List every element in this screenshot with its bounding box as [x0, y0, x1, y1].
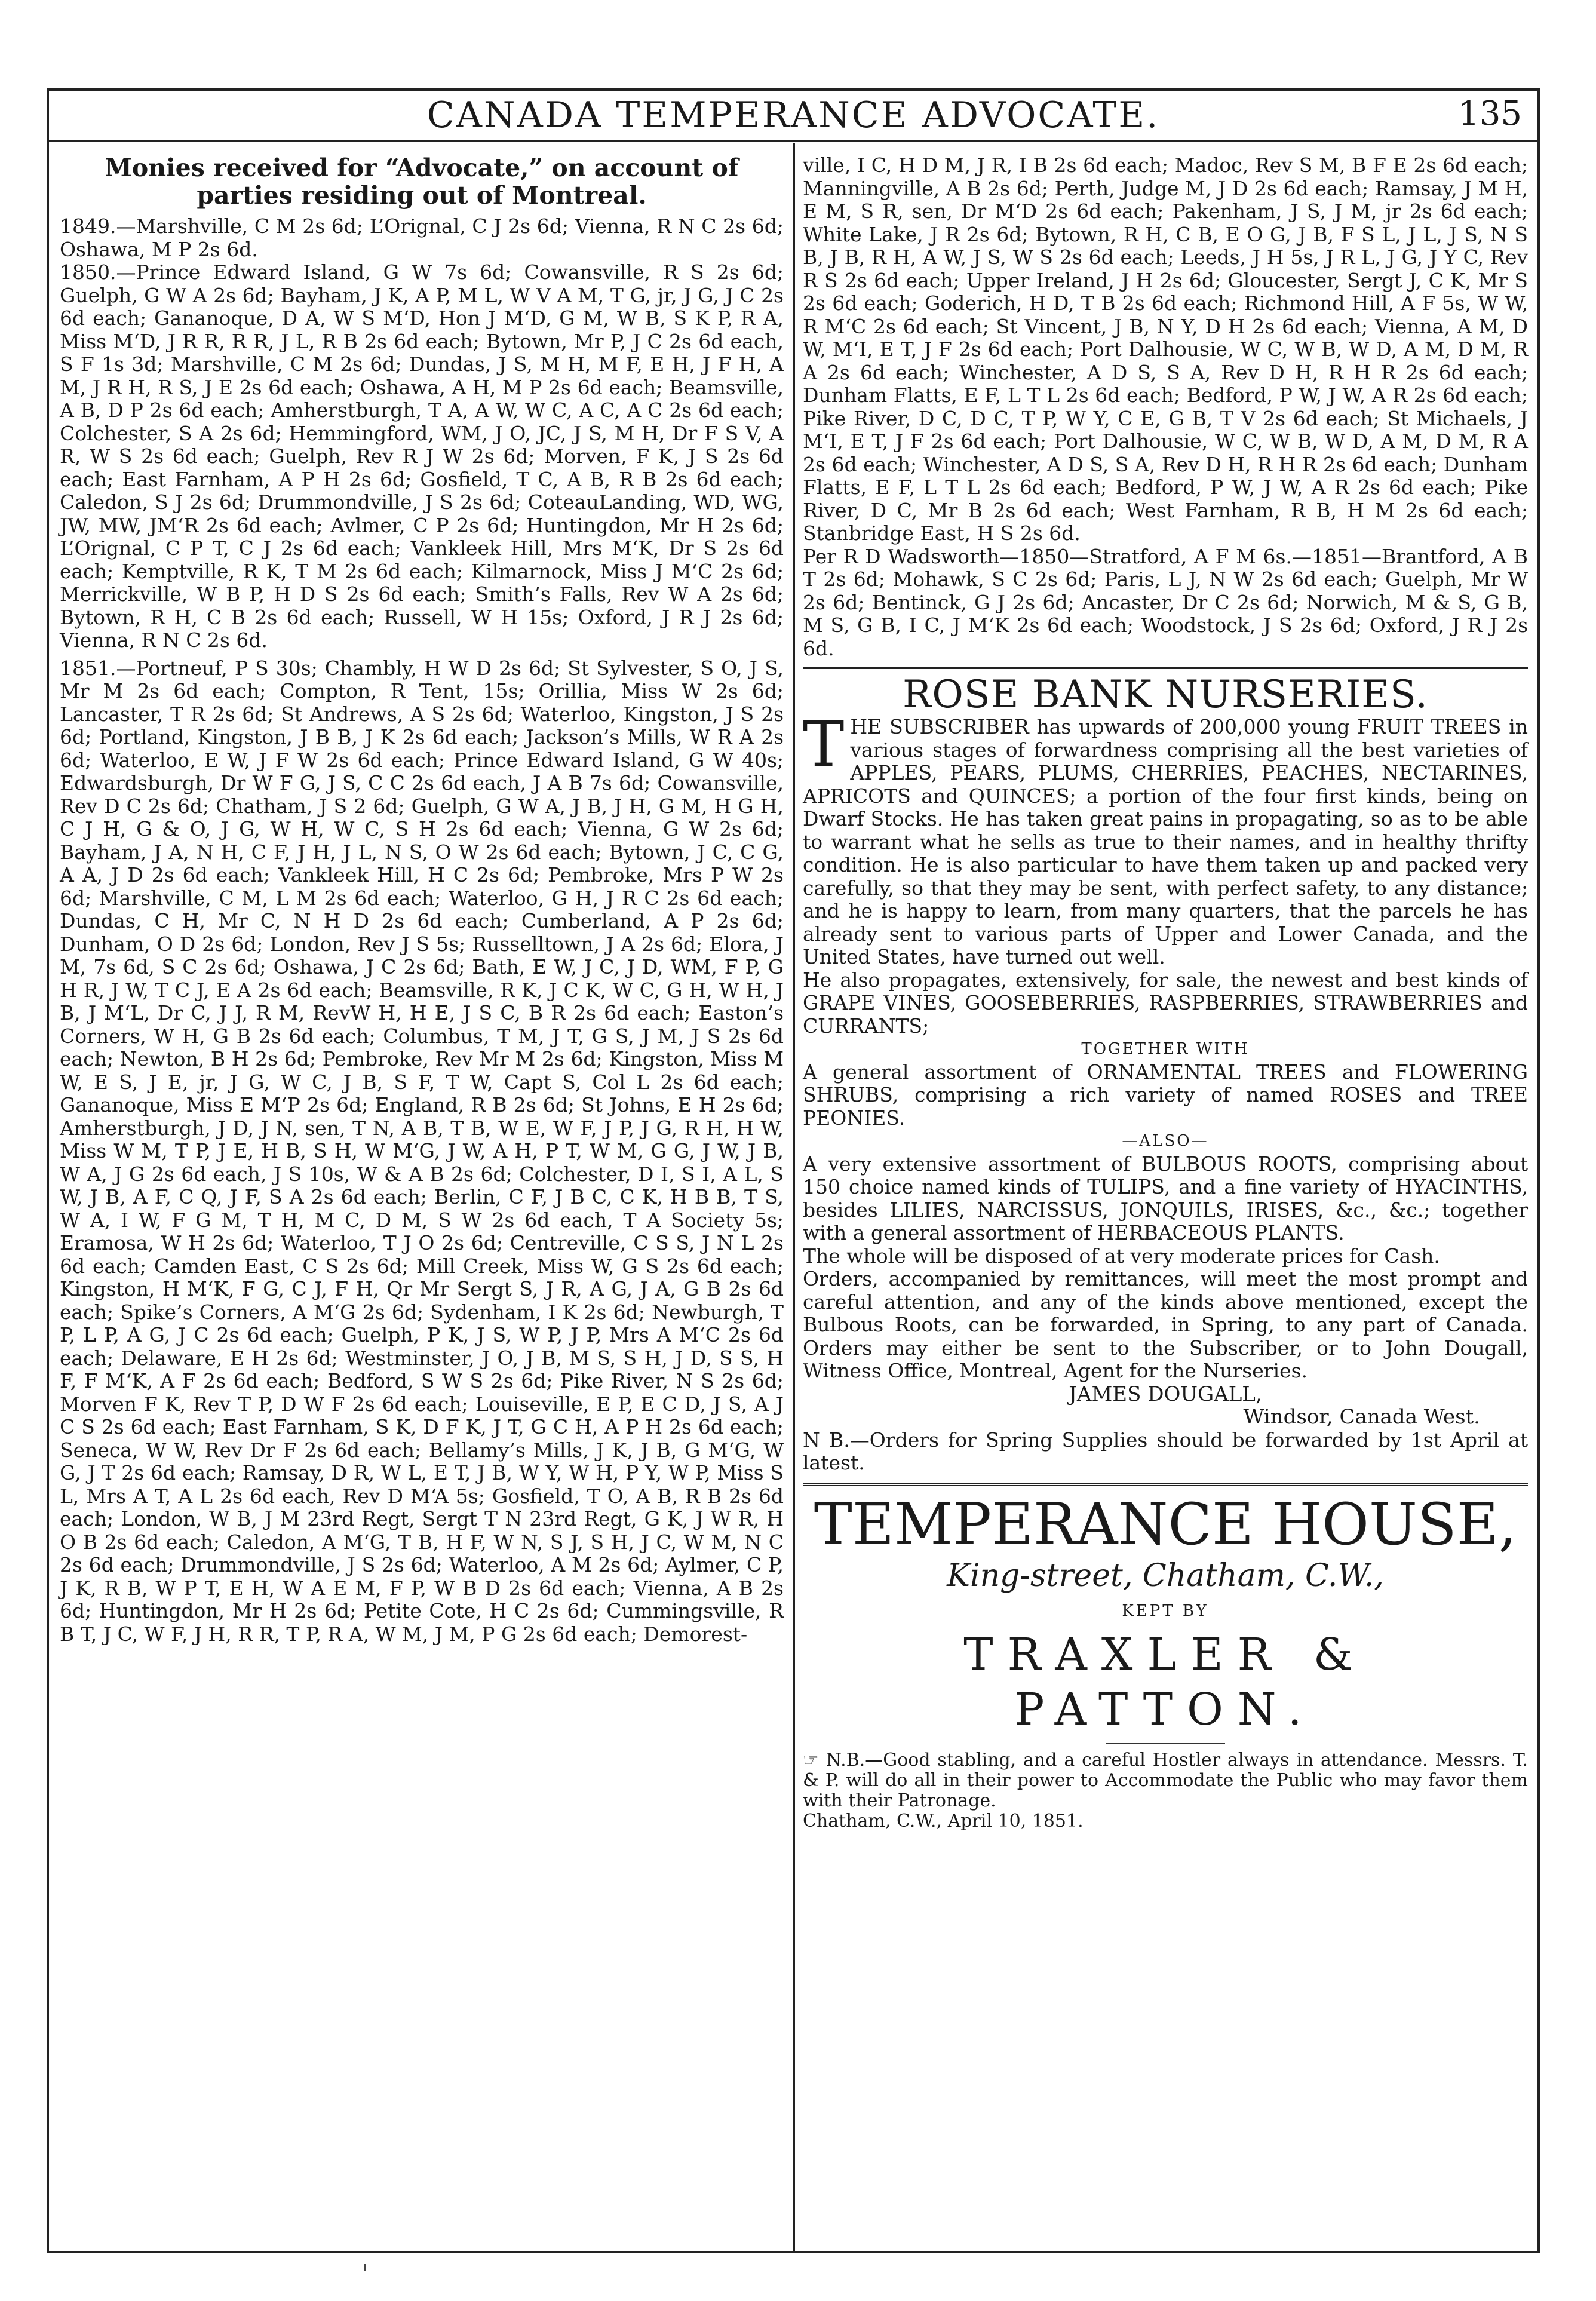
nurseries-para-1: [803, 708, 1528, 969]
house-note-text: N.B.—Good stabling, and a careful Hostler always in attendance. Messrs. T. & P. will do all in their power to Accommodate the Public who may favor them with their Patronage.: [803, 1750, 1528, 1811]
house-dateline: Chatham, C.W., April 10, 1851.: [803, 1811, 1084, 1831]
ink-mark: [364, 2264, 366, 2271]
column-divider: [793, 143, 795, 2252]
page-header: [47, 90, 1540, 142]
list-1849: 1849.—Marshville, C M 2s 6d; L’Orignal, C J 2s 6d; Vienna, R N C 2s 6d; Oshawa, M P 2s 6d.: [60, 214, 784, 261]
page-number: 135: [1458, 94, 1522, 133]
left-column: [60, 154, 784, 1646]
nurseries-para-2: He also propagates, extensively, for sale, the newest and best kinds of GRAPE VINES, GOOSEBERRIES, RASPBERRIES, STRAWBERRIES and CURRANTS;: [803, 968, 1528, 1038]
section-separator: [803, 667, 1528, 669]
nurseries-para-5: The whole will be disposed of at very moderate prices for Cash.: [803, 1244, 1440, 1268]
temperance-house-title: TEMPERANCE HOUSE,: [814, 1490, 1517, 1558]
nurseries-nb: N B.—Orders for Spring Supplies should be forwarded by 1st April at latest.: [803, 1428, 1528, 1474]
nurseries-para-6: Orders, accompanied by remittances, will meet the most prompt and careful attention, and any of the kinds above mentioned, except the Bulbous Roots, can be forwarded, in Spring, to any part of Canada. Orders may either be sent to the Subscriber, or to John Dougall, Witness Office, Montreal, Agent for the Nurseries.: [803, 1267, 1528, 1382]
right-column: [803, 154, 1528, 1831]
signature-location: Windsor, Canada West.: [1243, 1405, 1480, 1429]
house-note: [803, 1750, 1528, 1811]
nurseries-para-3: A general assortment of ORNAMENTAL TREES and FLOWERING SHRUBS, comprising a rich variety of named ROSES and TREE PEONIES.: [803, 1060, 1528, 1130]
signature-name: JAMES DOUGALL,: [1069, 1382, 1262, 1406]
list-1850: 1850.—Prince Edward Island, G W 7s 6d; Cowansville, R S 2s 6d; Guelph, G W A 2s 6d; Bayham, J K, A P, M L, W V A M, T G, jr, J G, J C 2s 6d each; Gananoque, D A, W S M‘D, Hon J M‘D, G M, W B, S K P, R A, Miss M‘D, J R R, R R, J L, R B 2s 6d each; Bytown, Mr P, J C 2s 6d each, S F 1s 3d; Marshville, C M 2s 6d; Dundas, J S, M H, M F, E H, J F H, A M, J R H, R S, J E 2s 6d each; Oshawa, A H, M P 2s 6d each; Beamsville, A B, D P 2s 6d each; Amherstburgh, T A, A W, W C, A C, A C 2s 6d each; Colchester, S A 2s 6d; Hemmingford, WM, J O, JC, J S, M H, Dr F S V, A R, W S 2s 6d each; Guelph, Rev R J W 2s 6d; Morven, F K, J S 2s 6d each; East Farnham, A P H 2s 6d; Gosfield, T C, A B, R B 2s 6d each; Caledon, S J 2s 6d; Drummondville, J S 2s 6d; CoteauLanding, WD, WG, JW, MW, JM‘R 2s 6d each; Avlmer, C P 2s 6d; Huntingdon, Mr H 2s 6d; L’Orignal, C P T, C J 2s 6d each; Vankleek Hill, Mrs M‘K, Dr S 2s 6d each; Kemptville, R K, T M 2s 6d each; Kilmarnock, Miss J M‘C 2s 6d; Merrickville, W B P, H D S 2s 6d each; Smith’s Falls, Rev W A 2s 6d; Bytown, R H, C B 2s 6d each; Russell, W H 15s; Oxford, J R J 2s 6d; Vienna, R N C 2s 6d.: [60, 260, 784, 652]
monies-heading: Monies received for “Advocate,” on account of parties residing out of Montreal.: [105, 154, 739, 210]
pointing-hand-icon: ☞: [803, 1750, 819, 1771]
list-wadsworth: Per R D Wadsworth—1850—Stratford, A F M 6s.—1851—Brantford, A B T 2s 6d; Mohawk, S C 2s 6d; Paris, L J, N W 2s 6d each; Guelph, Mr W 2s 6d; Bentinck, G J 2s 6d; Ancaster, Dr C 2s 6d; Norwich, M & S, G B, M S, G B, I C, J M‘K 2s 6d each; Woodstock, J S 2s 6d; Oxford, J R J 2s 6d.: [803, 544, 1528, 660]
nurseries-para-1-text: HE SUBSCRIBER has upwards of 200,000 young FRUIT TREES in various stages of forwardness comprising all the best varieties of APPLES, PEARS, PLUMS, CHERRIES, PEACHES, NECTARINES, APRICOTS and QUINCES; a portion of the four first kinds, being on Dwarf Stocks. He has taken great pains in propagating, so as to be able to warrant what he sells as true to their names, and in healthy thrifty condition. He is also particular to have them taken up and packed very carefully, so that they may be sent, with perfect safety, to any distance; and he is happy to learn, from many quarters, that the parcels he has already sent to various parts of Upper and Lower Canada, and the United States, have turned out well.: [803, 715, 1528, 968]
house-street: King-street, Chatham, C.W.,: [947, 1557, 1384, 1594]
list-continuation: ville, I C, H D M, J R, I B 2s 6d each; Madoc, Rev S M, B F E 2s 6d each; Manningville, A B 2s 6d; Perth, Judge M, J D 2s 6d each; Ramsay, J M H, E M, S R, sen, Dr M‘D 2s 6d each; Pakenham, J S, J M, jr 2s 6d each; White Lake, J R 2s 6d; Bytown, R H, C B, E O G, J B, F S L, J L, J S, N S B, J B, R H, A W, J S, W S 2s 6d each; Leeds, J H 5s, J R L, J G, J Y C, Rev R S 2s 6d each; Upper Ireland, J H 2s 6d; Gloucester, Sergt J, C K, Mr S 2s 6d each; Goderich, H D, T B 2s 6d each; Richmond Hill, A F 5s, W W, R M‘C 2s 6d each; St Vincent, J B, N Y, D H 2s 6d each; Vienna, A M, D W, M‘I, E T, J F 2s 6d each; Port Dalhousie, W C, W B, W D, A M, D M, R A 2s 6d each; Winchester, A D S, S A, Rev D H, R H R 2s 6d each; Dunham Flatts, E F, L T L 2s 6d each; Bedford, P W, J W, A R 2s 6d each; Pike River, D C, D C, T P, W Y, C E, G B, T V 2s 6d each; St Michaels, J M‘I, E T, J F 2s 6d each; Port Dalhousie, W C, W B, W D, A M, D M, R A 2s 6d each; Winchester, A D S, S A, Rev D H, R H R 2s 6d each; Dunham Flatts, E F, L T L 2s 6d each; Bedford, P W, J W, A R 2s 6d each; Pike River, D C, Mr B 2s 6d each; West Farnham, R B, H M 2s 6d each; Stanbridge East, H S 2s 6d.: [803, 154, 1528, 545]
also-label: —ALSO—: [1122, 1132, 1209, 1150]
nurseries-para-4: A very extensive assortment of BULBOUS ROOTS, comprising about 150 choice named kinds of TULIPS, and a fine variety of HYACINTHS, besides LILIES, NARCISSUS, JONQUILS, IRISES, &c., &c.; together with a general assortment of HERBACEOUS PLANTS.: [803, 1152, 1528, 1244]
nurseries-title: ROSE BANK NURSERIES.: [903, 673, 1428, 717]
together-with: TOGETHER WITH: [1081, 1040, 1250, 1058]
list-1851: 1851.—Portneuf, P S 30s; Chambly, H W D 2s 6d; St Sylvester, S O, J S, Mr M 2s 6d each; Compton, R Tent, 15s; Orillia, Miss W 2s 6d; Lancaster, T R 2s 6d; St Andrews, A S 2s 6d; Waterloo, Kingston, J S 2s 6d; Portland, Kingston, J B B, J K 2s 6d each; Jackson’s Mills, W R A 2s 6d; Waterloo, E W, J F W 2s 6d each; Prince Edward Island, G W 40s; Edwardsburgh, Dr W F G, J S, C C 2s 6d each, J A B 7s 6d; Cowansville, Rev D C 2s 6d; Chatham, J S 2 6d; Guelph, G W A, J B, J H, G M, H G H, C J H, G & O, J G, W H, W C, S H 2s 6d each; Vienna, G W 2s 6d; Bayham, J A, N H, C F, J H, J L, N S, O W 2s 6d each; Bytown, J C, C G, A A, J D 2s 6d each; Vankleek Hill, H C 2s 6d; Pembroke, Mrs P W 2s 6d; Marshville, C M, L M 2s 6d each; Waterloo, G H, J R C 2s 6d each; Dundas, C H, Mr C, N H D 2s 6d each; Cumberland, A P 2s 6d; Dunham, O D 2s 6d; London, Rev J S 5s; Russelltown, J A 2s 6d; Elora, J M, 7s 6d, S C 2s 6d; Oshawa, J C 2s 6d; Bath, E W, J C, J D, WM, F P, G H R, J W, T C J, E A 2s 6d each; Beamsville, R K, J C K, W C, G H, W H, J B, J M‘L, Dr C, J J, R M, RevW H, H E, J S C, B R 2s 6d each; Easton’s Corners, W H, G B 2s 6d each; Columbus, T M, J T, G S, J M, J S 2s 6d each; Newton, B H 2s 6d; Pembroke, Rev Mr M 2s 6d; Kingston, Miss M W, E S, J E, jr, J G, W C, J B, S F, T W, Capt S, Col L 2s 6d each; Gananoque, Miss E M‘P 2s 6d; England, R B 2s 6d; St Johns, E H 2s 6d; Amherstburgh, J D, J N, sen, T N, A B, T B, W E, W F, J P, J G, R H, H W, Miss W M, T P, J E, H B, S H, W M‘G, J W, A H, P T, W M, G G, J W, J B, W A, J G 2s 6d each, J S 10s, W & A B 2s 6d; Colchester, D I, S I, A L, S W, J B, A F, C Q, J F, S A 2s 6d each; Berlin, C F, J B C, C K, H B B, T S, W A, I W, F G M, T H, M C, D M, S W 2s 6d each, T A Society 5s; Eramosa, W H 2s 6d; Waterloo, T J O 2s 6d; Centreville, C S S, J N L 2s 6d each; Camden East, C S 2s 6d; Mill Creek, Miss W, G S 2s 6d each; Kingston, H M‘K, F G, C J, F H, Qr Mr Sergt S, J R, A G, J A, G B 2s 6d each; Spike’s Corners, A M‘G 2s 6d; Sydenham, I K 2s 6d; Newburgh, T P, L P, A G, J C 2s 6d each; Guelph, P K, J S, W P, J P, Mrs A M‘C 2s 6d each; Delaware, E H 2s 6d; Westminster, J O, J B, M S, S H, J D, S S, H F, F M‘K, A F 2s 6d each; Bedford, S W S 2s 6d; Pike River, N S 2s 6d; Morven F K, Rev T P, D W F 2s 6d each; Louiseville, E P, E C D, J S, A J C S 2s 6d each; East Farnham, S K, D F K, J T, G C H, A P H 2s 6d each; Seneca, W W, Rev Dr F 2s 6d each; Bellamy’s Mills, J K, J B, G M‘G, W G, J T 2s 6d each; Ramsay, D R, W L, E T, J B, W Y, W H, P Y, W P, Miss S L, Mrs A T, A L 2s 6d each, Rev D M‘A 5s; Gosfield, T O, A B, R B 2s 6d each; London, W B, J M 23rd Regt, Sergt T N 23rd Regt, G K, J W R, H O B 2s 6d each; Caledon, A M‘G, T B, H F, W N, S J, S H, J C, W M, N C 2s 6d each; Drummondville, J S 2s 6d; Waterloo, A M 2s 6d; Aylmer, C P, J K, R B, W P T, E H, W A E M, F P, W B D 2s 6d each; Vienna, A B 2s 6d; Huntingdon, Mr H 2s 6d; Petite Cote, H C 2s 6d; Cummingsville, R B T, J C, W F, J H, R R, T P, R A, W M, J M, P G 2s 6d each; Demorest-: [60, 656, 784, 1646]
drop-cap: T: [803, 708, 845, 781]
kept-by: KEPT BY: [1122, 1602, 1209, 1620]
proprietors: TRAXLER & PATTON.: [963, 1629, 1367, 1735]
double-separator: [803, 1483, 1528, 1486]
flourish-divider: [1106, 1743, 1225, 1744]
publication-title: CANADA TEMPERANCE ADVOCATE.: [426, 94, 1160, 136]
